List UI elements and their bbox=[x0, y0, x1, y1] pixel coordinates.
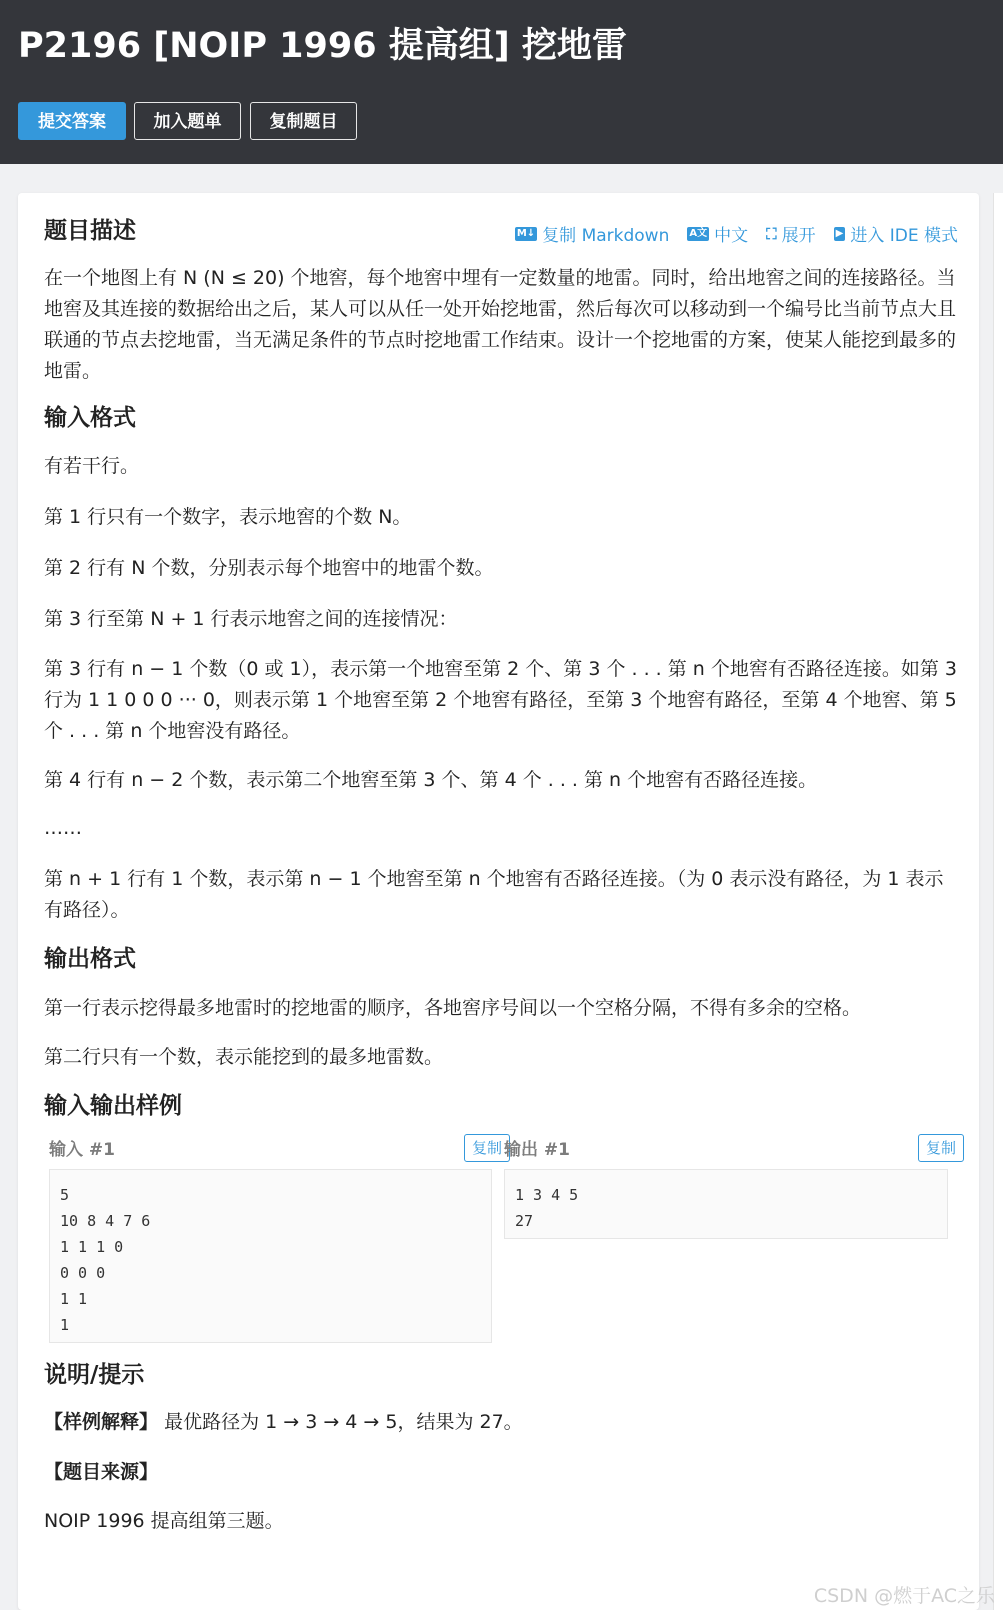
description-heading: 题目描述 bbox=[44, 218, 136, 244]
translate-icon: A文 bbox=[689, 227, 708, 239]
hint-example-text: 最优路径为 1 → 3 → 4 → 5，结果为 27。 bbox=[164, 1411, 523, 1433]
input-format-p4: 第 3 行至第 N + 1 行表示地窖之间的连接情况： bbox=[44, 608, 458, 630]
output-format-heading: 输出格式 bbox=[44, 946, 136, 972]
hint-example-label: 【样例解释】 bbox=[44, 1411, 159, 1433]
language-link[interactable] bbox=[687, 221, 748, 246]
hint-source-text: NOIP 1996 提高组第三题。 bbox=[44, 1510, 284, 1532]
hint-source-label: 【题目来源】 bbox=[44, 1461, 159, 1483]
output-format-p1: 第一行表示挖得最多地雷时的挖地雷的顺序，各地窖序号间以一个空格分隔，不得有多余的空格。 bbox=[44, 997, 862, 1019]
expand-label: 展开 bbox=[781, 226, 816, 246]
sample-output-label: 输出 #1 bbox=[504, 1140, 570, 1160]
markdown-icon: M↓ bbox=[516, 227, 536, 239]
sample-input-box[interactable]: 5 10 8 4 7 6 1 1 1 0 0 0 0 1 1 1 bbox=[49, 1169, 492, 1343]
input-format-heading: 输入格式 bbox=[44, 405, 136, 431]
side-panel-edge bbox=[993, 193, 1003, 1610]
ide-mode-label: 进入 IDE 模式 bbox=[850, 226, 958, 246]
language-label: 中文 bbox=[714, 226, 749, 246]
hint-example bbox=[44, 1407, 958, 1438]
sample-output-box[interactable]: 1 3 4 5 27 bbox=[504, 1169, 948, 1239]
input-format-p8: 第 n + 1 行有 1 个数，表示第 n − 1 个地窖至第 n 个地窖有否路径连接。（为 0 表示没有路径，为 1 表示有路径）。 bbox=[44, 868, 944, 921]
problem-card bbox=[18, 193, 979, 1610]
add-to-list-button[interactable]: 加入题单 bbox=[134, 102, 241, 140]
copy-problem-button[interactable]: 复制题目 bbox=[250, 102, 357, 140]
input-format-p2: 第 1 行只有一个数字，表示地窖的个数 N。 bbox=[44, 506, 412, 528]
description-text: 在一个地图上有 N (N ≤ 20) 个地窖，每个地窖中埋有一定数量的地雷。同时，给出地窖之间的连接路径。当地窖及其连接的数据给出之后，某人可以从任一处开始挖地雷，然后每次可以移动到一个编号比当前节点大且联通的节点去挖地雷，当无满足条件的节点时挖地雷工作结束。设计一个挖地雷的方案，使某人能挖到最多的地雷。 bbox=[44, 267, 957, 382]
submit-answer-button[interactable]: 提交答案 bbox=[18, 102, 126, 140]
input-format-p6: 第 4 行有 n − 2 个数，表示第二个地窖至第 3 个、第 4 个 . . . 第 n 个地窖有否路径连接。 bbox=[44, 769, 818, 791]
ide-mode-link[interactable] bbox=[834, 221, 958, 246]
output-format-p2: 第二行只有一个数，表示能挖到的最多地雷数。 bbox=[44, 1046, 444, 1068]
copy-markdown-label: 复制 Markdown bbox=[542, 226, 670, 246]
input-format-p1: 有若干行。 bbox=[44, 455, 140, 477]
ide-icon: ▶ bbox=[835, 227, 844, 239]
watermark: CSDN @燃于AC之乐 bbox=[813, 1585, 995, 1607]
problem-header bbox=[0, 0, 1003, 164]
page-title: P2196 [NOIP 1996 提高组] 挖地雷 bbox=[18, 26, 627, 66]
samples-heading: 输入输出样例 bbox=[44, 1093, 182, 1119]
expand-icon: ⛶ bbox=[766, 224, 777, 243]
hint-heading: 说明/提示 bbox=[44, 1362, 145, 1388]
problem-toolbar bbox=[515, 221, 958, 246]
expand-link[interactable] bbox=[766, 221, 816, 246]
sample-input-label: 输入 #1 bbox=[49, 1140, 115, 1160]
input-format-p7: …… bbox=[44, 817, 82, 839]
copy-output-button[interactable]: 复制 bbox=[918, 1134, 964, 1162]
input-format-p3: 第 2 行有 N 个数，分别表示每个地窖中的地雷个数。 bbox=[44, 557, 494, 579]
input-format-p5: 第 3 行有 n − 1 个数（0 或 1），表示第一个地窖至第 2 个、第 3 个 . . . 第 n 个地窖有否路径连接。如第 3 行为 1 1 0 0 0 ··· 0，则表示第 1 个地窖至第 2 个地窖有路径，至第 3 个地窖有路径，至第 4 个地窖、第 5 个 . . . 第 n 个地窖没有路径。 bbox=[44, 658, 957, 742]
copy-markdown-link[interactable] bbox=[515, 221, 670, 246]
copy-input-button[interactable]: 复制 bbox=[464, 1134, 510, 1162]
